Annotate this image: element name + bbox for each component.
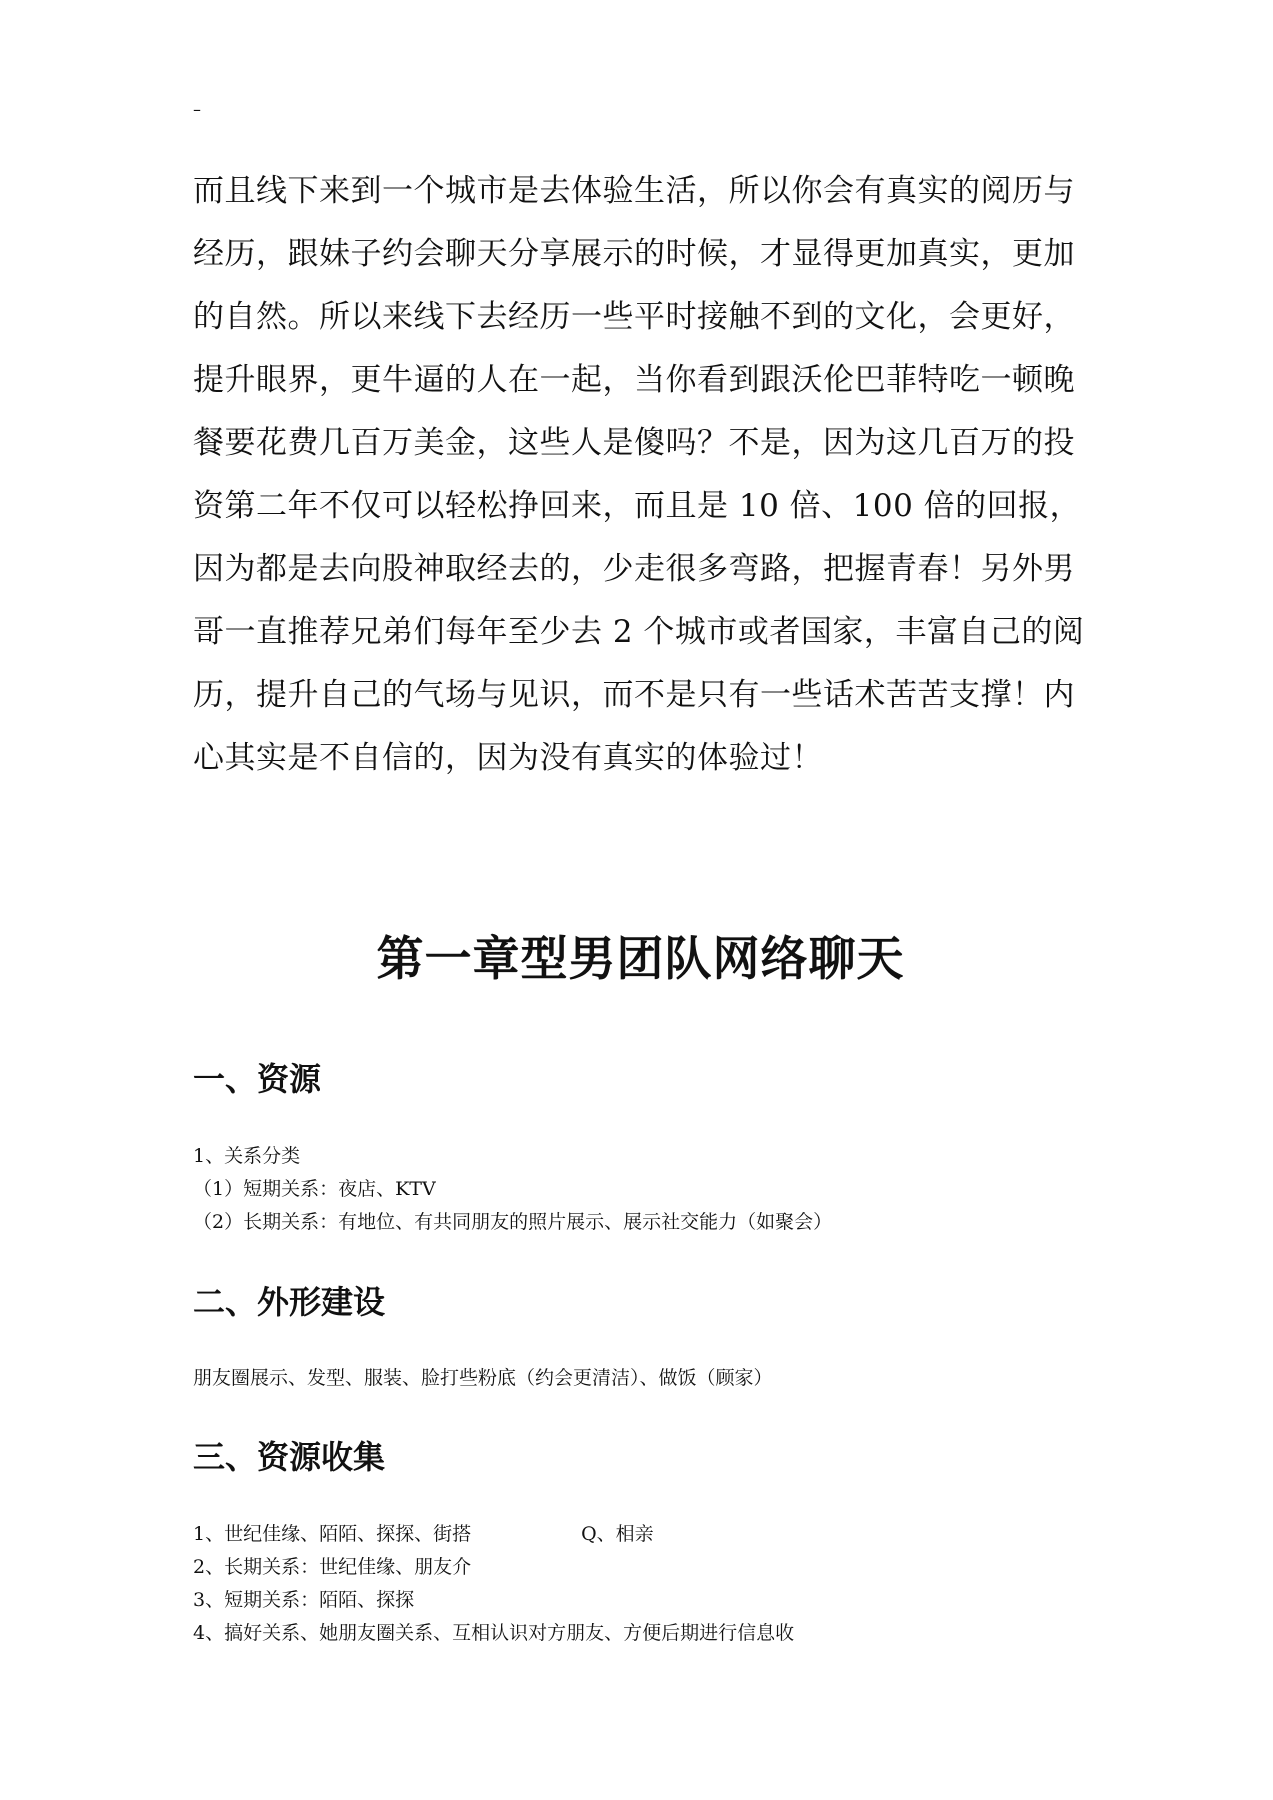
intro-line: 心其实是不自信的，因为没有真实的体验过！ [193, 740, 823, 776]
list-item-part: Q、相亲 [581, 1523, 654, 1545]
header-dash: – [193, 100, 201, 119]
intro-line: 而且线下来到一个城市是去体验生活，所以你会有真实的阅历与 [193, 173, 1075, 209]
intro-line: 因为都是去向股神取经去的，少走很多弯路，把握青春！另外男 [193, 551, 1075, 587]
list-item: 4、搞好关系、她朋友圈关系、互相认识对方朋友、方便后期进行信息收 [193, 1622, 795, 1644]
intro-line: 经历，跟妹子约会聊天分享展示的时候，才显得更加真实，更加 [193, 236, 1075, 272]
intro-line: 哥一直推荐兄弟们每年至少去 2 个城市或者国家，丰富自己的阅 [193, 614, 1085, 650]
intro-line: 提升眼界，更牛逼的人在一起，当你看到跟沃伦巴菲特吃一顿晚 [193, 362, 1075, 398]
appearance-text: 朋友圈展示、发型、服装、脸打些粉底（约会更清洁）、做饭（顾家） [193, 1367, 773, 1389]
resource-collection-list [193, 1518, 1093, 1650]
section-heading-resource-collection: 三、资源收集 [193, 1438, 386, 1476]
intro-line: 的自然。所以来线下去经历一些平时接触不到的文化，会更好， [193, 299, 1075, 335]
intro-paragraph [193, 160, 1088, 790]
list-item: （2）长期关系：有地位、有共同朋友的照片展示、展示社交能力（如聚会） [193, 1211, 833, 1233]
section-heading-resources: 一、资源 [193, 1060, 322, 1098]
chapter-title: 第一章型男团队网络聊天 [376, 932, 905, 987]
list-item-part: 1、世纪佳缘、陌陌、探探、街搭 [193, 1523, 472, 1545]
intro-line: 历，提升自己的气场与见识，而不是只有一些话术苦苦支撑！内 [193, 677, 1075, 713]
list-item: 3、短期关系：陌陌、探探 [193, 1589, 415, 1611]
intro-line: 资第二年不仅可以轻松挣回来，而且是 10 倍、100 倍的回报， [193, 488, 1082, 524]
intro-line: 餐要花费几百万美金，这些人是傻吗？不是，因为这几百万的投 [193, 425, 1075, 461]
list-item: （1）短期关系：夜店、KTV [193, 1178, 436, 1200]
list-item: 1、关系分类 [193, 1145, 301, 1167]
resources-list [193, 1140, 1093, 1239]
list-item: 2、长期关系：世纪佳缘、朋友介 [193, 1556, 472, 1578]
list-item [193, 1518, 1093, 1551]
section-heading-appearance: 二、外形建设 [193, 1283, 386, 1321]
